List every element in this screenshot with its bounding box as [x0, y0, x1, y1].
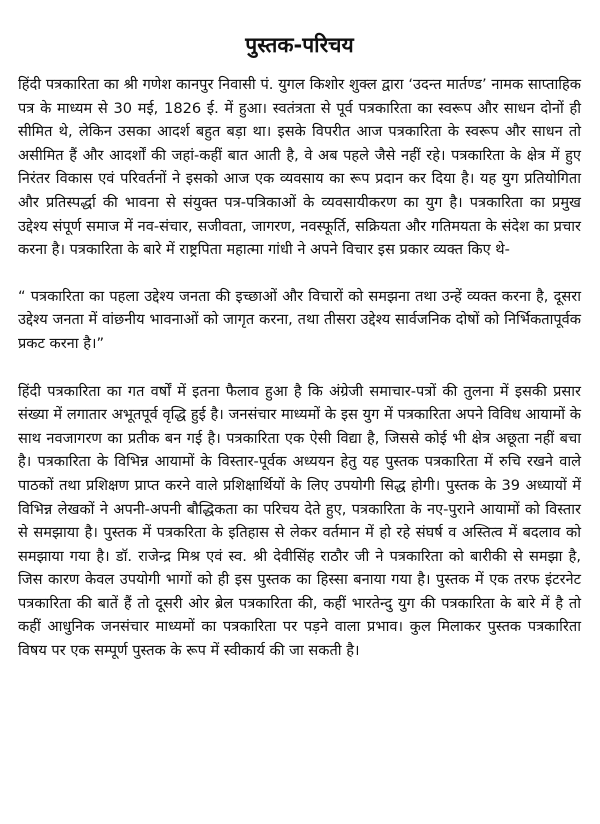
intro-paragraph: हिंदी पत्रकारिता का श्री गणेश कानपुर निवासी पं. युगल किशोर शुक्ल द्वारा ‘उदन्त मार्तण्ड’ नामक साप्ताहिक पत्र के माध्यम से 30 मई, 1826 ई. में हुआ। स्वतंत्रता से पूर्व पत्रकारिता का स्वरूप और साधन दोनों ही सीमित थे, लेकिन उसका आदर्श बहुत बड़ा था। इसके विपरीत आज पत्रकारिता के स्वरूप और साधन तो असीमित हैं और आदर्शों की जहां-कहीं बात आती है, वे अब पहले जैसे नहीं रहे। पत्रकारिता के क्षेत्र में हुए निरंतर विकास एवं परिवर्तनों ने इसको आज एक व्यवसाय का रूप प्रदान कर दिया है। यह युग प्रतियोगिता और प्रतिस्पर्द्धा की भावना से संयुक्त पत्र-पत्रिकाओं के व्यवसायीकरण का युग है। पत्रकारिता का प्रमुख उद्देश्य संपूर्ण समाज में नव-संचार, सजीवता, जागरण, नवस्फूर्ति, सक्रियता और गतिमयता के संदेश का प्रचार करना है। पत्रकारिता के बारे में राष्ट्रपिता महात्मा गांधी ने अपने विचार इस प्रकार व्यक्त किए थे-	[18, 76, 582, 259]
gandhi-quote-paragraph: “ पत्रकारिता का पहला उद्देश्य जनता की इच्छाओं और विचारों को समझना तथा उन्हें व्यक्त करना है, दूसरा उद्देश्य जनता में वांछनीय भावनाओं को जागृत करना, तथा तीसरा उद्देश्य सार्वजनिक दोषों को निर्भिकतापूर्वक प्रकट करना है।”	[18, 287, 581, 352]
document-page	[18, 0, 581, 663]
book-overview-paragraph: हिंदी पत्रकारिता का गत वर्षों में इतना फैलाव हुआ है कि अंग्रेजी समाचार-पत्रों की तुलना में इसकी प्रसार संख्या में लगातार अभूतपूर्व वृद्धि हुई है। जनसंचार माध्यमों के इस युग में पत्रकारिता अपने विविध आयामों के साथ नवजागरण का प्रतीक बन गई है। पत्रकारिता एक ऐसी विद्या है, जिससे कोई भी क्षेत्र अछूता नहीं बचा है। पत्रकारिता के विभिन्न आयामों के विस्तार-पूर्वक अध्ययन हेतु यह पुस्तक पत्रकारिता में रुचि रखने वाले पाठकों तथा प्रशिक्षण प्राप्त करने वाले प्रशिक्षार्थियों के लिए उपयोगी सिद्ध होगी। पुस्तक के 39 अध्यायों में विभिन्न लेखकों ने अपनी-अपनी बौद्धिकता का परिचय देते हुए, पत्रकारिता के नए-पुराने आयामों को विस्तार से समझाया है। पुस्तक में पत्रकरिता के इतिहास से लेकर वर्तमान में हो रहे संघर्ष व अस्तित्व में बदलाव को समझाया गया है। डॉ. राजेन्द्र मिश्र एवं स्व. श्री देवीसिंह राठौर जी ने पत्रकारिता को बारीकी से समझा है, जिस कारण केवल उपयोगी भागों को ही इस पुस्तक का हिस्सा बनाया गया है। पुस्तक में एक तरफ इंटरनेट पत्रकारिता की बातें हैं तो दूसरी ओर ब्रेल पत्रकारिता की, कहीं भारतेन्दु युग की पत्रकारिता के बारे में है तो कहीं आधुनिक जनसंचार माध्यमों का पत्रकारिता पर पड़ने वाला प्रभाव। कुल मिलाकर पुस्तक पत्रकारिता विषय पर एक सम्पूर्ण पुस्तक के रूप में स्वीकार्य की जा सकती है।	[18, 382, 581, 660]
page-title: पुस्तक-परिचय	[245, 33, 354, 57]
